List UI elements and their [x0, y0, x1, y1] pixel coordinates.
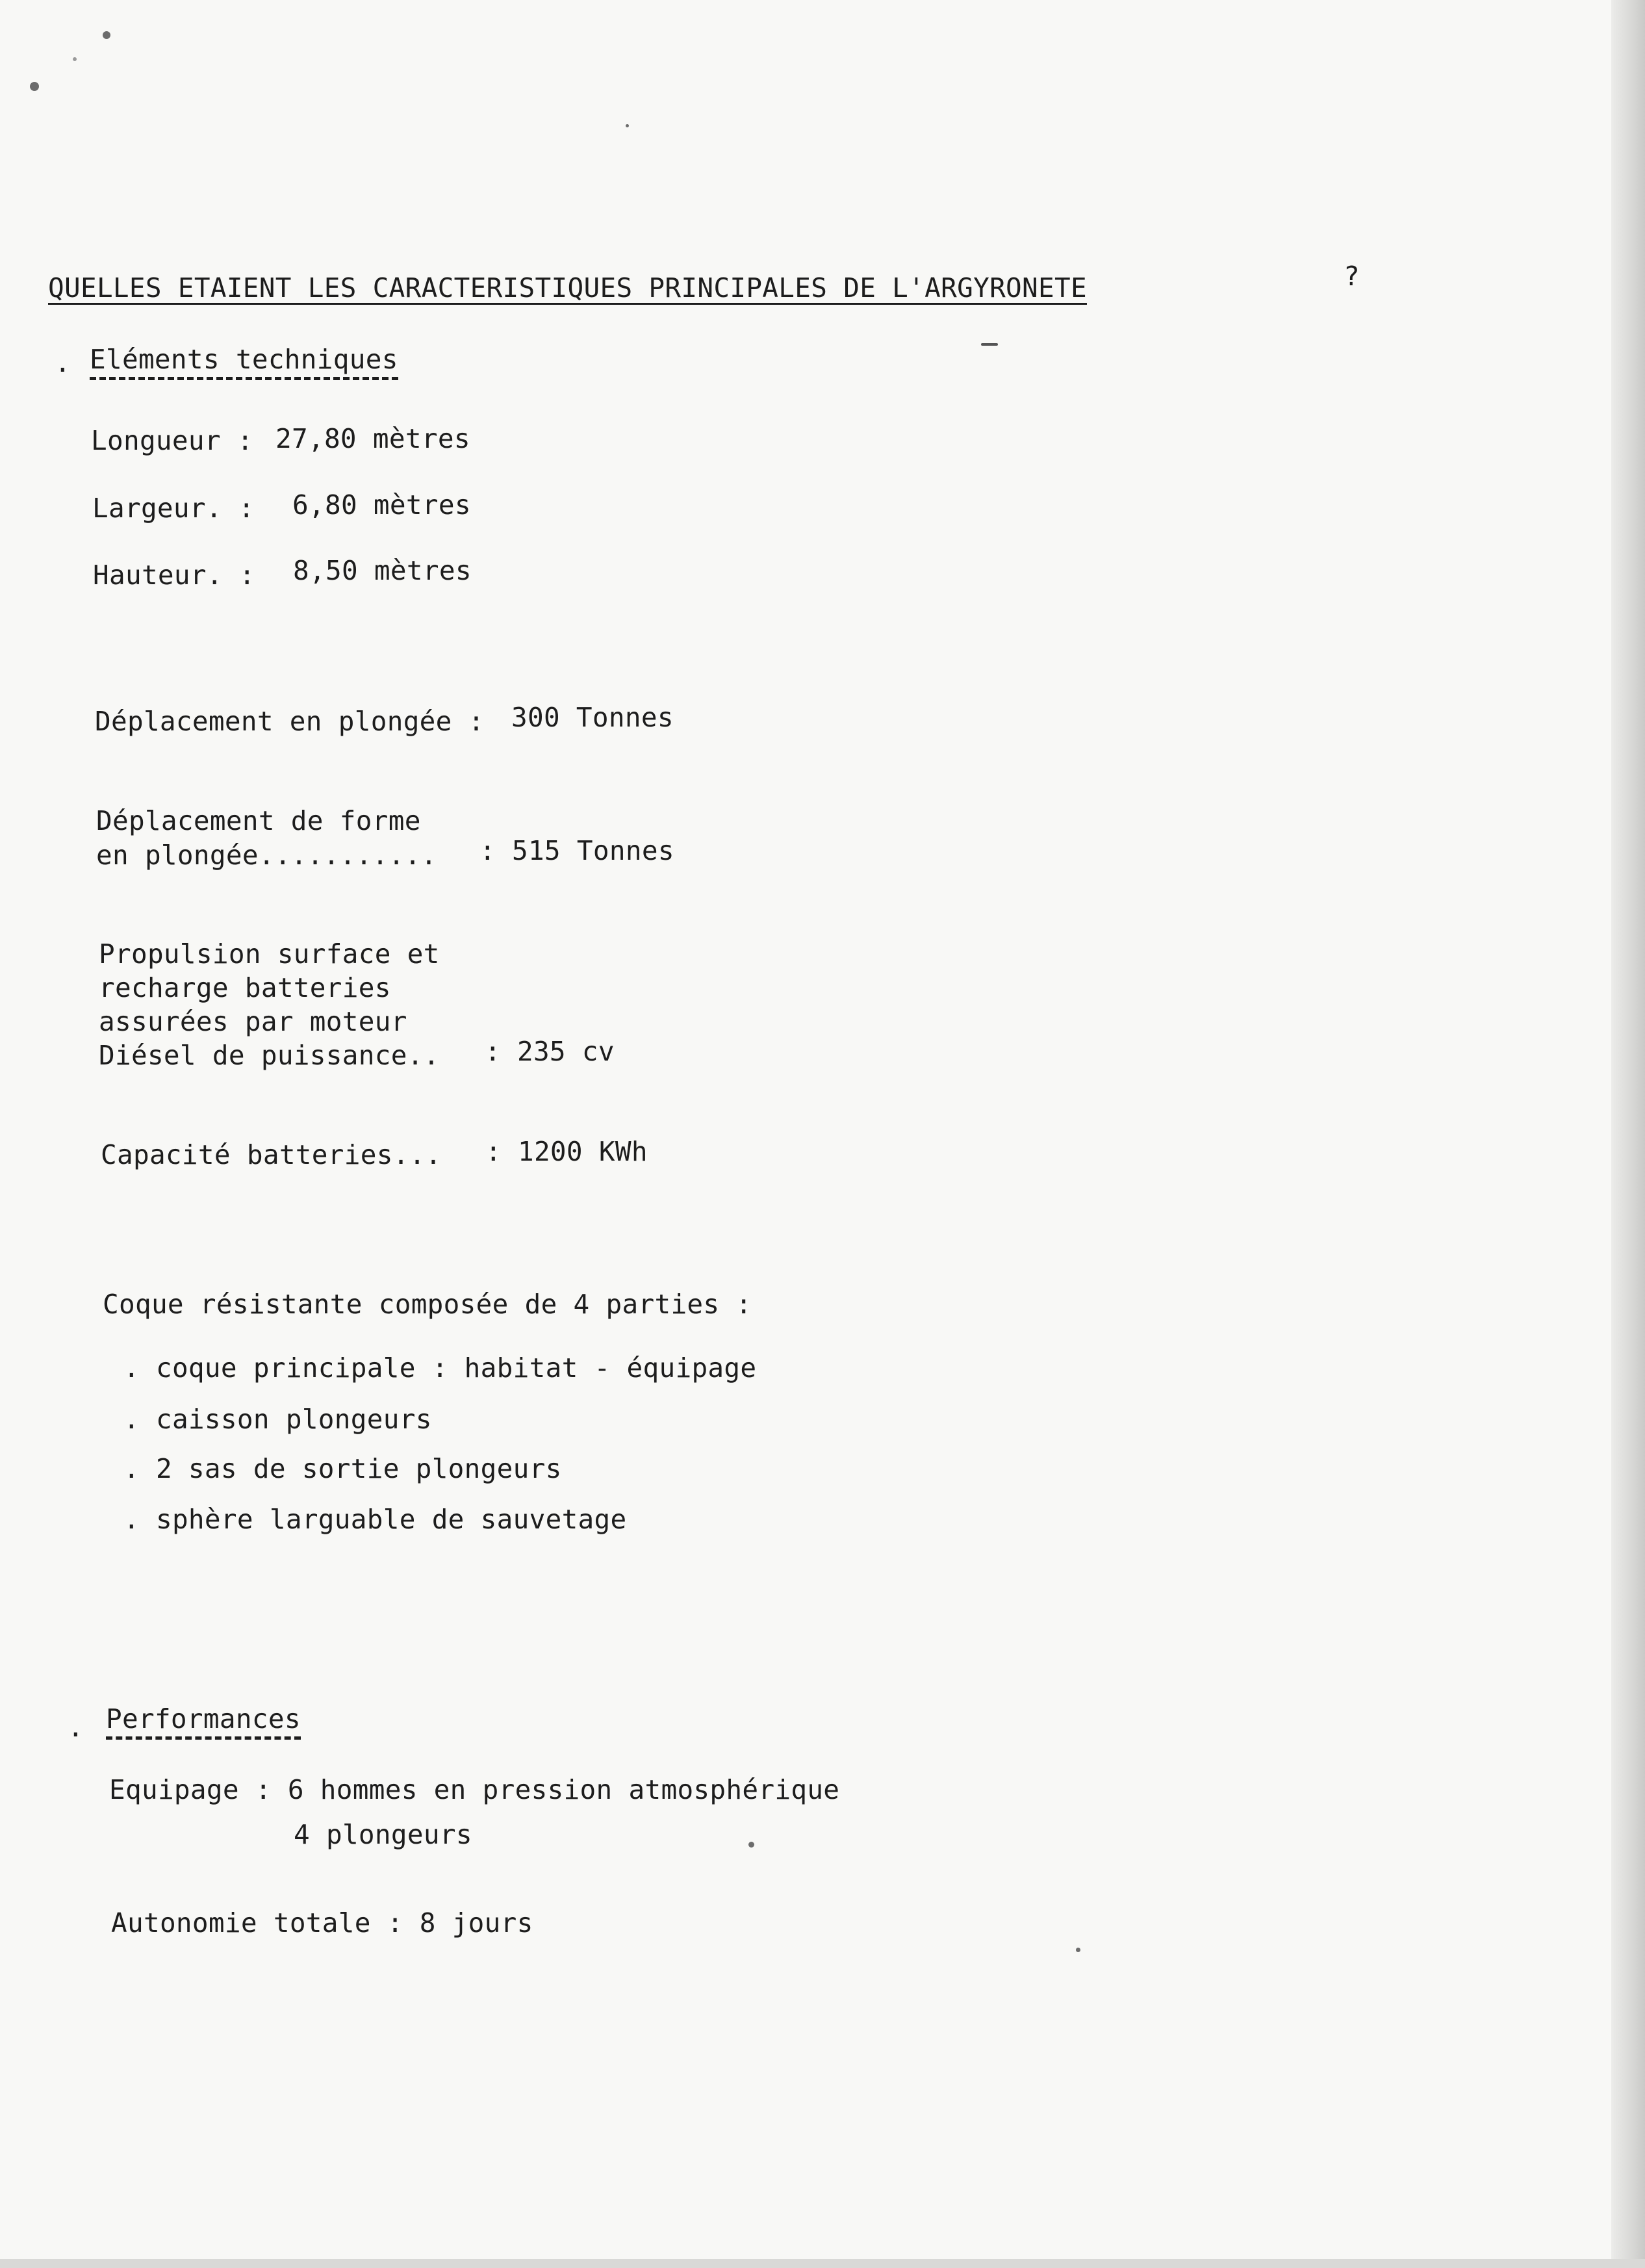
- spec-value-height: 8,50 mètres: [293, 555, 472, 586]
- hull-heading: Coque résistante composée de 4 parties :: [103, 1289, 752, 1320]
- spec-value-width: 6,80 mètres: [292, 489, 471, 521]
- scan-right-edge: [1611, 0, 1645, 2268]
- spec-label-propulsion-2: recharge batteries: [99, 972, 391, 1003]
- section-bullet: .: [55, 347, 71, 378]
- section-heading-performance: Performances: [106, 1706, 301, 1740]
- scan-speck: [73, 57, 77, 61]
- scan-speck: [30, 82, 39, 91]
- spec-label-height: Hauteur. :: [93, 560, 255, 591]
- spec-label-form-displacement-1: Déplacement de forme: [96, 805, 421, 836]
- section-heading-technical: Eléments techniques: [90, 346, 398, 380]
- spec-label-displacement: Déplacement en plongée :: [95, 706, 485, 737]
- title-question-mark: ?: [1344, 261, 1360, 292]
- spec-label-propulsion-4: Diésel de puissance..: [99, 1040, 440, 1071]
- spec-value-battery: : 1200 KWh: [485, 1136, 648, 1167]
- spec-label-width: Largeur. :: [92, 493, 255, 524]
- page-title: QUELLES ETAIENT LES CARACTERISTIQUES PRINCIPALES DE L'ARGYRONETE: [48, 272, 1087, 303]
- performance-crew-line-2: 4 plongeurs: [294, 1819, 472, 1850]
- spec-label-battery: Capacité batteries...: [101, 1139, 442, 1170]
- scan-speck: [103, 31, 110, 39]
- hull-part-item: . caisson plongeurs: [123, 1404, 432, 1435]
- spec-value-displacement: 300 Tonnes: [511, 702, 674, 733]
- hull-part-item: . 2 sas de sortie plongeurs: [123, 1453, 562, 1484]
- section-bullet: .: [68, 1712, 84, 1743]
- spec-value-propulsion: : 235 cv: [485, 1036, 615, 1067]
- scan-speck: [1076, 1948, 1080, 1952]
- spec-label-form-displacement-2: en plongée...........: [96, 840, 437, 871]
- spec-label-propulsion-1: Propulsion surface et: [99, 938, 440, 970]
- spec-label-length: Longueur :: [91, 425, 253, 456]
- hull-part-item: . coque principale : habitat - équipage: [123, 1352, 757, 1384]
- spec-value-length: 27,80 mètres: [275, 423, 470, 454]
- spec-label-propulsion-3: assurées par moteur: [99, 1006, 407, 1037]
- hull-part-item: . sphère larguable de sauvetage: [123, 1504, 627, 1535]
- performance-crew-line-1: Equipage : 6 hommes en pression atmosphérique: [109, 1774, 840, 1805]
- spec-value-form-displacement: : 515 Tonnes: [479, 835, 674, 866]
- scan-speck: [748, 1842, 754, 1848]
- scan-speck: [626, 124, 629, 127]
- scan-bottom-edge: [0, 2259, 1645, 2268]
- performance-autonomy: Autonomie totale : 8 jours: [111, 1907, 533, 1939]
- scan-speck: [981, 343, 998, 346]
